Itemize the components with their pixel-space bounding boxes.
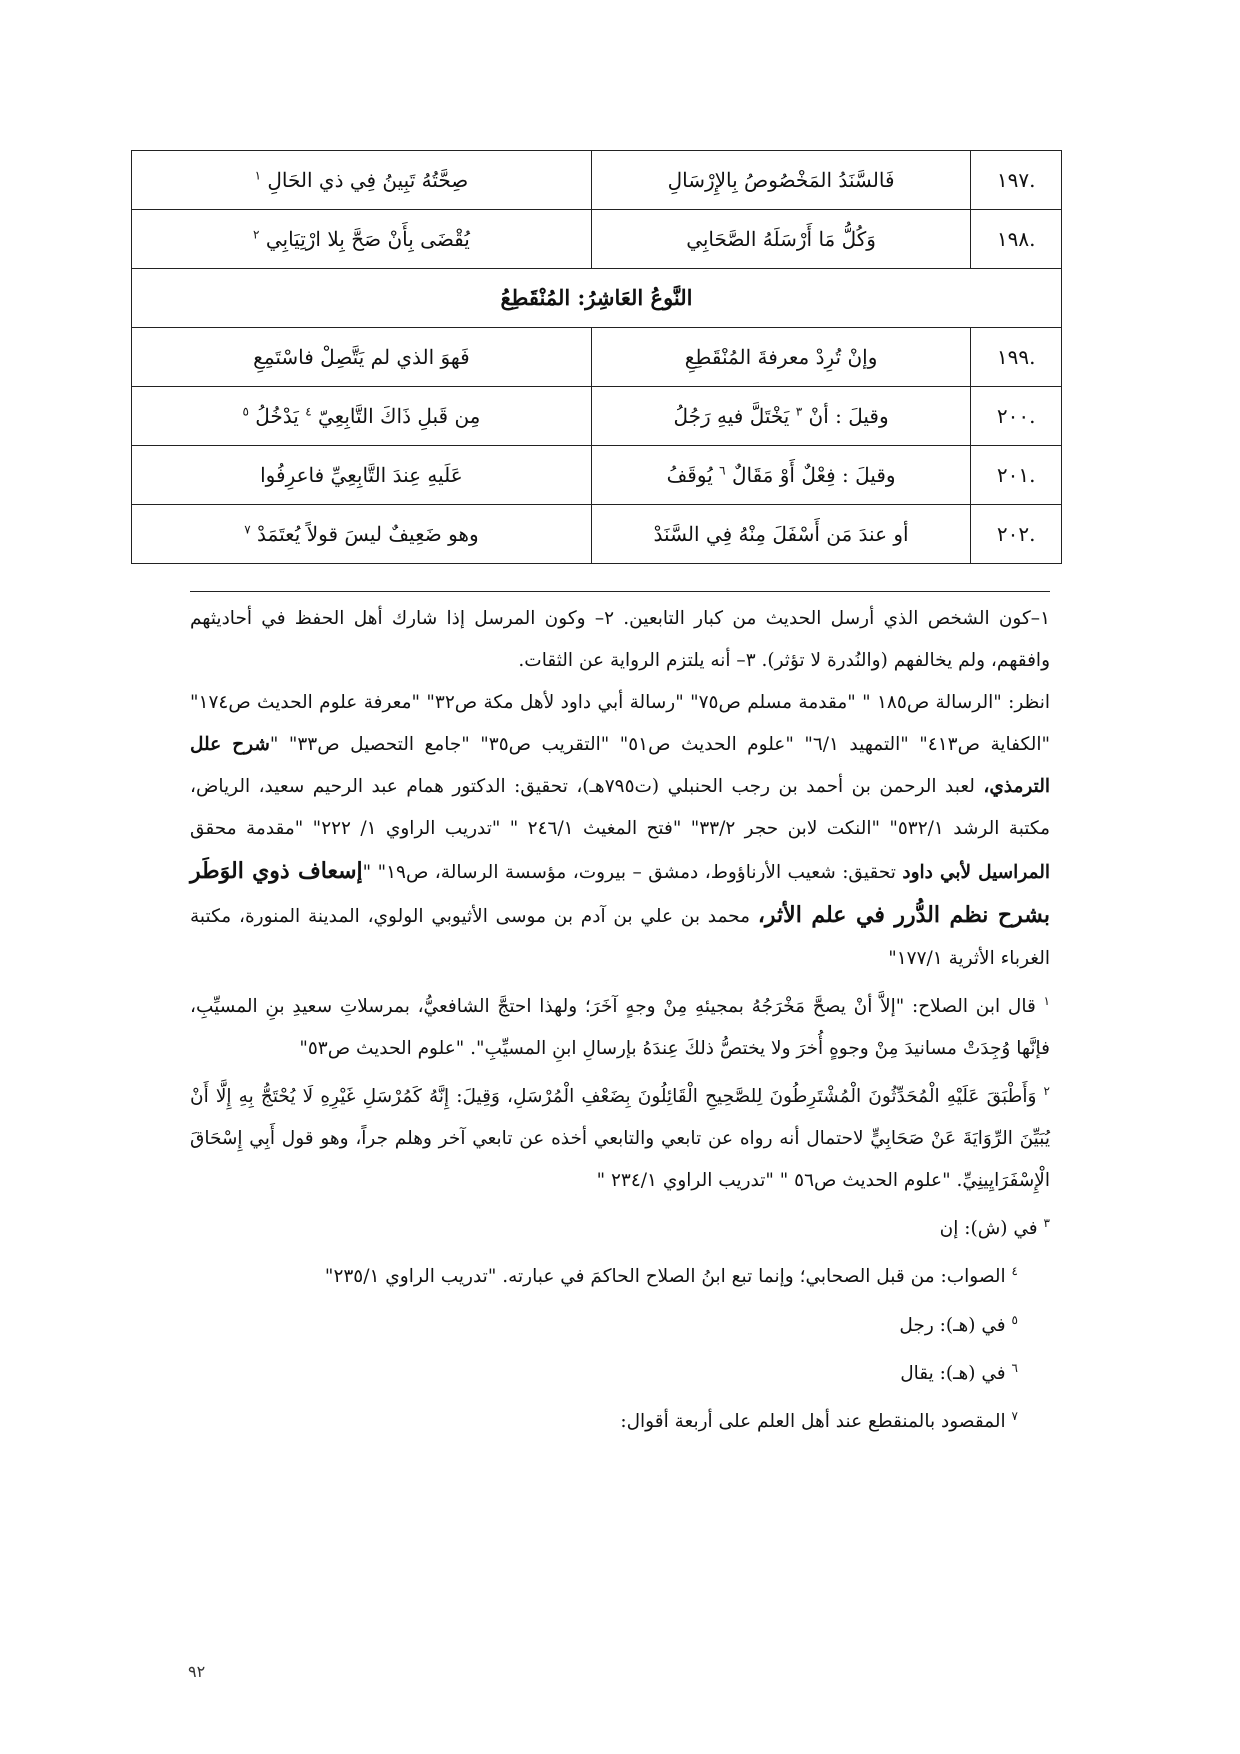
footnote-text: الصواب: من قبل الصحابي؛ وإنما تبع ابنُ الصلاح الحاكمَ في عبارته. "تدريب الراوي ٢٣٥/١" [324,1266,1006,1288]
footnote-ref[interactable]: ٧ [244,522,251,537]
footnote-text: في (ش): إن [939,1218,1038,1240]
poem-table [131,150,1062,564]
hemistich-text: وقيلَ : أنْ [808,404,889,428]
first-hemistich: وَكُلُّ مَا أَرْسَلَهُ الصَّحَابِي [591,210,970,269]
second-hemistich [132,210,592,269]
hemistich-text: صِحَّتُهُ تَبِينُ فِي ذي الحَالِ [267,168,469,192]
footnote-3 [190,1202,1050,1250]
table-row [132,328,1062,387]
verse-number: .٢٠١ [971,446,1062,505]
hemistich-text: وقيلَ : فِعْلٌ أَوْ مَقَالٌ [731,463,896,487]
footnote-ref[interactable]: ٣ [795,404,803,419]
references-text: انظر: "الرسالة ص١٨٥ " "مقدمة مسلم ص٧٥" "رسالة أبي داود لأهل مكة ص٣٢" "معرفة علوم الحديث ص١٧٤" "الكفاية ص٤١٣" "التمهيد ٦/١" "علوم الحديث ص٥١" "التقريب ص٣٥" "جامع التحصيل ص٣٣" " [190,692,1051,755]
book-title: شرح علل الترمذي، [190,734,1050,797]
footnote-marker: ١ [1043,994,1050,1008]
footnote-ref[interactable]: ٦ [719,463,726,478]
table-row [132,210,1062,269]
first-hemistich [591,387,970,446]
footnote-6 [190,1347,1050,1395]
hemistich-text: يَدْخُلُ [255,404,299,428]
footnote-marker: ٣ [1043,1216,1050,1231]
footnote-separator [190,591,1050,592]
footnote-text: قال ابن الصلاح: "إلاَّ أنْ يصحَّ مَخْرَجُهُ بمجيئهِ مِنْ وجهٍ آخَرَ؛ ولهذا احتجَّ الشافعيُّ، بمرسلاتِ سعيدِ بنِ المسيِّبِ، فإنَّها وُجِدَتْ مسانيدَ مِنْ وجوهٍ أُخرَ ولا يختصُّ ذلكَ عِندَهُ بإرسالِ ابنِ المسيِّبِ". "علوم الحديث ص٥٣" [190,996,1050,1060]
footnote-4 [190,1250,1050,1298]
book-title: إسعاف ذوي الوَطَر بشرح نظم الدُّرر في علم الأثر، [190,858,1050,928]
footnote-ref[interactable]: ٢ [253,227,260,242]
section-title: النَّوعُ العَاشِرُ: المُنْقَطِعُ [132,269,1062,328]
footnote-7 [190,1395,1050,1443]
table-row [132,446,1062,505]
verse-number: .١٩٩ [971,328,1062,387]
second-hemistich: عَلَيهِ عِندَ التَّابِعِيِّ فاعرِفُوا [132,446,592,505]
verse-number: .٢٠٠ [971,387,1062,446]
references-text: لعبد الرحمن بن أحمد بن رجب الحنبلي (ت٧٩٥هـ)، تحقيق: الدكتور همام عبد الرحيم سعيد، الرياض، مكتبة الرشد ٥٣٢/١" "النكت لابن حجر ٣٣/٢" "فتح المغيث ٢٤٦/١ " "تدريب الراوي ١/ ٢٢٢" "مقدمة محقق [190,776,1050,839]
footnote-marker: ٢ [1043,1084,1050,1099]
first-hemistich: وإنْ تُرِدْ معرفةَ المُنْقَطِعِ [591,328,970,387]
footnote-2 [190,1070,1050,1202]
footnote-ref[interactable]: ٥ [242,404,249,419]
verse-number: .١٩٧ [971,151,1062,210]
footnote-1 [190,980,1050,1070]
references-text: محمد بن علي بن آدم بن موسى الأثيوبي الولوي، المدينة المنورة، مكتبة الغرباء الأثرية ١٧٧/١" [190,906,1050,969]
references-text: تحقيق: شعيب الأرناؤوط، دمشق – بيروت، مؤسسة الرسالة، ص١٩" " [362,862,896,883]
footnotes [190,598,1050,1443]
footnote-text: المقصود بالمنقطع عند أهل العلم على أربعة أقوال: [620,1411,1006,1433]
references-paragraph [190,682,1050,980]
verse-number: .١٩٨ [971,210,1062,269]
section-row [132,269,1062,328]
hemistich-text: يُقْضَى بِأَنْ صَحَّ بِلا ارْتِيَابِي [265,227,470,251]
hemistich-text: مِن قَبلِ ذَاكَ التَّابِعِيّ [318,404,481,428]
second-hemistich: فَهوَ الذي لم يَتَّصِلْ فاسْتَمِعِ [132,328,592,387]
table-row [132,151,1062,210]
hemistich-text: يَخْتَلَّ فيهِ رَجُلُ [673,404,790,428]
first-hemistich: فَالسَّنَدُ المَخْصُوصُ بِالإِرْسَالِ [591,151,970,210]
second-hemistich [132,151,592,210]
footnote-ref[interactable]: ١ [254,168,262,183]
table-row [132,505,1062,564]
footnote-marker: ٧ [1011,1408,1018,1423]
footnote-text: وَأَطْبَقَ عَلَيْهِ الْمُحَدِّثُونَ الْمُشْتَرِطُونَ لِلصَّحِيحِ الْقَائِلُونَ بِضَعْفِ الْمُرْسَلِ، وَقِيلَ: إِنَّهُ كَمُرْسَلِ غَيْرِهِ لَا يُحْتَجُّ بِهِ إِلَّا أَنْ يُبَيِّنَ الرِّوَايَةَ عَنْ صَحَابِيٍّ لاحتمال أنه رواه عن تابعي والتابعي أخذه عن تابعي آخر وهلم جراً، وهو قول أَبِي إِسْحَاقَ الْإِسْفَرَايِينِيِّ. "علوم الحديث ص٥٦ " "تدريب الراوي ٢٣٤/١ " [190,1086,1050,1192]
hemistich-text: وهو ضَعِيفٌ ليسَ قولاً يُعتَمَدْ [257,522,479,546]
footnote-text: في (هـ): رجل [899,1314,1006,1336]
book-title: المراسيل لأبي داود [902,862,1051,883]
first-hemistich: أو عندَ مَن أَسْفَلَ مِنْهُ فِي السَّنَدْ [591,505,970,564]
hemistich-text: يُوقَفُ [666,463,713,487]
footnote-5 [190,1299,1050,1347]
footnote-ref[interactable]: ٤ [305,404,312,419]
second-hemistich [132,505,592,564]
footnote-marker: ٥ [1011,1312,1018,1327]
table-row [132,387,1062,446]
footnote-marker: ٤ [1011,1264,1018,1279]
verse-number: .٢٠٢ [971,505,1062,564]
footnote-text: في (هـ): يقال [900,1362,1006,1384]
footnote-intro: ١–كون الشخص الذي أرسل الحديث من كبار التابعين. ٢– وكون المرسل إذا شارك أهل الحفظ في أحاديثهم وافقهم، ولم يخالفهم (والنُدرة لا تؤثر). ٣– أنه يلتزم الرواية عن الثقات. [190,608,1050,671]
footnote-marker: ٦ [1011,1360,1018,1375]
first-hemistich [591,446,970,505]
second-hemistich [132,387,592,446]
page-number: ٩٢ [188,1662,206,1681]
